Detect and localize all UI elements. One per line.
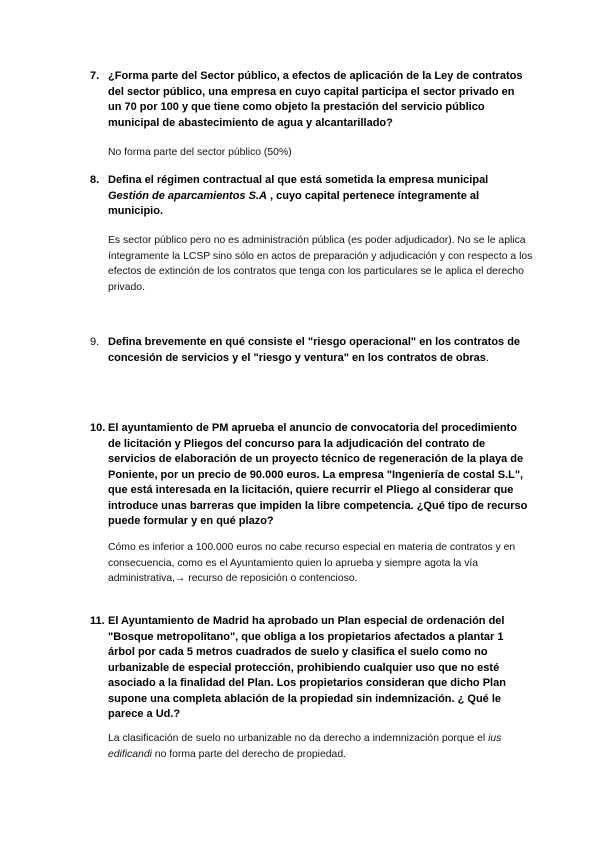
question-8 xyxy=(90,173,530,220)
question-text-part: Defina brevemente en qué consiste el "riesgo operacional" en los contratos de concesión de servicios y el "riesgo y ventura" en los contratos de obras xyxy=(108,336,521,364)
latin-term: ius edificandi xyxy=(108,733,502,760)
question-number: 11. xyxy=(90,615,105,627)
question-text: El Ayuntamiento de Madrid ha aprobado un Plan especial de ordenación del "Bosque metropolitano", que obliga a los propietarios afectados a plantar 1 árbol por cada 5 metros cuadrados de suelo y clasifica el suelo como no urbanizable de especial protección, prohibiendo cualquier uso que no esté asociado a la finalidad del Plan. Los propietarios consideran que dicho Plan supone una completa ablación de la propiedad sin indemnización. ¿ Qué le parece a Ud.? xyxy=(108,615,506,720)
question-text-part: , cuyo capital pertenece íntegramente al municipio. xyxy=(108,189,480,217)
question-number: 10. xyxy=(90,422,106,434)
question-number: 8. xyxy=(90,174,100,186)
answer-text-part: no forma parte del derecho de propiedad. xyxy=(151,748,346,760)
question-number: 7. xyxy=(90,70,100,82)
question-text xyxy=(108,173,530,220)
question-11 xyxy=(90,614,530,723)
company-name: Gestión de aparcamientos S.A xyxy=(108,189,267,202)
question-text: El ayuntamiento de PM aprueba el anuncio de convocatoria del procedimiento de licitación y Pliegos del concurso para la adjudicación del contrato de servicios de elaboración de un proyecto técnico de regeneración de la playa de Poniente, por un precio de 90.000 euros. La empresa "Ingeniería de costal S.L", que está interesada en la licitación, quiere recurrir el Pliego al considerar que introduce unas barreras que impiden la libre competencia. ¿Qué tipo de recurso puede formular y en qué plazo? xyxy=(108,422,528,527)
question-text xyxy=(108,335,530,366)
answer-10: Cómo es inferior a 100.000 euros no cabe recurso especial en materia de contratos y en consecuencia, como es el Ayuntamiento quien lo aprueba y siempre agota la vía administrativa,→ recurso de reposición o contencioso. xyxy=(108,542,516,584)
question-text: ¿Forma parte del Sector público, a efectos de aplicación de la Ley de contratos del sector público, una empresa en cuyo capital participa el sector privado en un 70 por 100 y que tiene como objeto la prestación del servicio público municipal de abastecimiento de agua y alcantarillado? xyxy=(108,70,523,129)
question-text-part: Defina el régimen contractual al que está sometida la empresa municipal xyxy=(108,174,489,186)
answer-11 xyxy=(108,731,533,762)
question-9 xyxy=(90,335,530,366)
question-7 xyxy=(90,69,530,131)
answer-8: Es sector público pero no es administración pública (es poder adjudicador). No se le aplica íntegramente la LCSP sino sólo en actos de preparación y adjudicación y con respecto a los efectos de extinción de los contratos que tenga con los particulares se le aplica el derecho privado. xyxy=(108,235,533,293)
question-10 xyxy=(90,421,530,530)
question-number: 9. xyxy=(90,336,100,348)
answer-7: No forma parte del sector público (50%) xyxy=(108,147,292,158)
question-text-end: . xyxy=(485,351,489,364)
answer-text-part: La clasificación de suelo no urbanizable no da derecho a indemnización porque el xyxy=(108,733,489,744)
